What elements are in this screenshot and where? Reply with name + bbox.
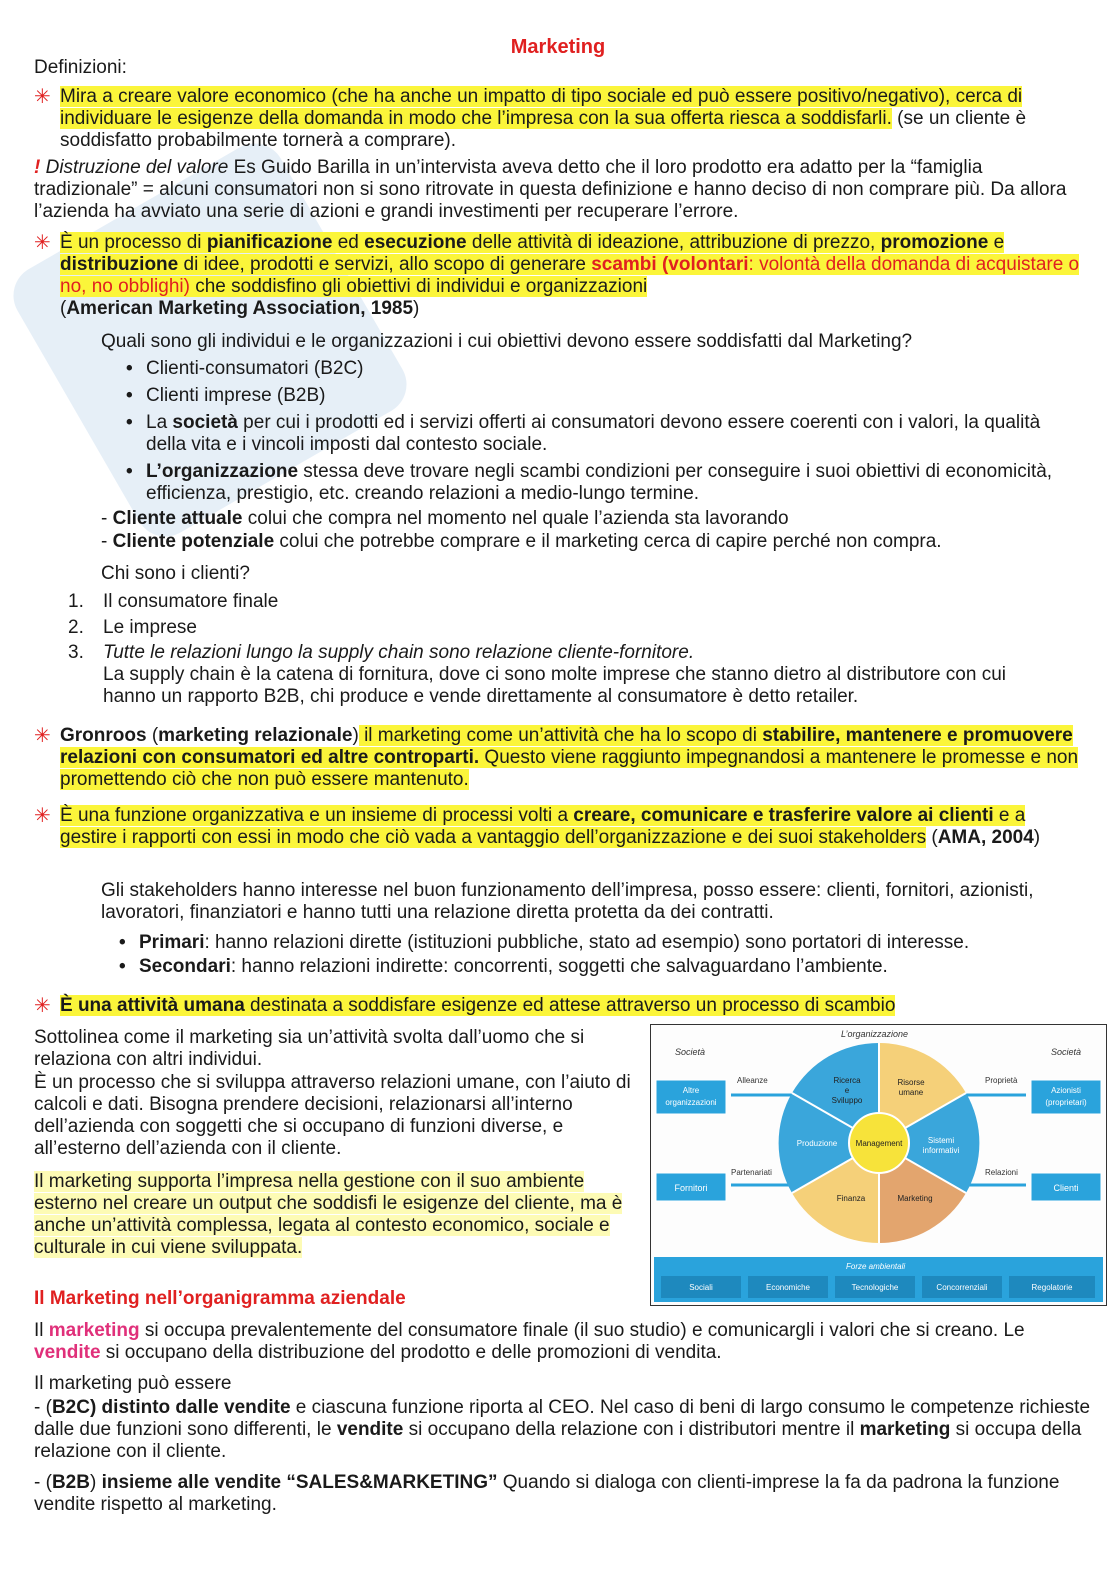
svg-text:Forze ambientali: Forze ambientali [846,1262,906,1271]
svg-text:(proprietari): (proprietari) [1045,1098,1087,1107]
svg-text:organizzazioni: organizzazioni [665,1098,717,1107]
svg-text:Management: Management [855,1139,903,1148]
list-item: • Primari: hanno relazioni dirette (istituzioni pubbliche, stato ad esempio) sono portatori di interesse. [139,932,1099,954]
svg-text:Ricerca: Ricerca [833,1076,861,1085]
svg-text:Economiche: Economiche [765,1283,811,1292]
svg-text:Società: Società [675,1047,706,1057]
cliente-attuale: - Cliente attuale colui che compra nel momento nel quale l’azienda sta lavorando [101,508,789,529]
list-item: • Clienti imprese (B2B) [146,385,1076,407]
svg-text:Alleanze: Alleanze [737,1076,768,1085]
svg-text:Marketing: Marketing [897,1194,933,1203]
list-item: Il consumatore finale [103,591,279,612]
star-bullet-icon: ✳ [34,805,51,827]
marketing-vendite-paragraph: Il marketing si occupa prevalentemente del consumatore finale (il suo studio) e comunicargli i valori che si creano. Le vendite si occupano della distribuzione del prodotto e delle promozioni di vendita. [34,1320,1025,1363]
svg-text:Partenariati: Partenariati [731,1168,772,1177]
b2b-paragraph: - (B2B) insieme alle vendite “SALES&MARKETING” Quando si dialoga con clienti-imprese la fa da padrona la funzione vendite rispetto al marketing. [34,1472,1060,1515]
organization-diagram-svg [651,1025,1106,1305]
svg-text:Sistemi: Sistemi [927,1136,955,1145]
stakeholders-text: Gli stakeholders hanno interesse nel buon funzionamento dell’impresa, posso essere: clienti, fornitori, azionisti, lavoratori, finanziatori e hanno tutti una relazione diretta protetta da dei contratti. [101,880,1034,923]
svg-text:informativi: informativi [922,1146,960,1155]
svg-text:Finanza: Finanza [836,1194,866,1203]
definition-2: È un processo di pianificazione ed esecuzione delle attività di ideazione, attribuzione di prezzo, promozione e distribuzione di idee, prodotti e servizi, allo scopo di generare scambi (volontari: volontà della domanda di acquistare o no, no obblighi) che soddisfino gli obiettivi di individui e organizzazioni (American Marketing Association, 1985) [60,232,1080,319]
sottolinea-text: Sottolinea come il marketing sia un’attività svolta dall’uomo che si relaziona con altri individui. [34,1027,585,1070]
organization-diagram [650,1024,1107,1306]
list-item: • La società per cui i prodotti ed i servizi offerti ai consumatori devono essere coerenti con i valori, la qualità della vita e i vincoli imposti dal contesto sociale. [146,412,1076,456]
star-bullet-icon: ✳ [34,86,51,108]
star-bullet-icon: ✳ [34,995,51,1017]
svg-text:Azionisti: Azionisti [1051,1086,1081,1095]
section-heading: Il Marketing nell’organigramma aziendale [34,1288,406,1309]
supporta-text: Il marketing supporta l’impresa nella gestione con il suo ambiente esterno nel creare un output che soddisfi le esigenze del cliente, ma è anche un’attività complessa, legata al contesto economico, sociale e culturale in cui viene sviluppata. [34,1171,623,1258]
quali-question: Quali sono gli individui e le organizzazioni i cui obiettivi devono essere soddisfatti dal Marketing? [101,331,913,352]
svg-text:Proprietà: Proprietà [985,1076,1018,1085]
b2c-paragraph: - (B2C) distinto dalle vendite e ciascuna funzione riporta al CEO. Nel caso di beni di largo consumo le competenze richieste dalle due funzioni sono differenti, le vendite si occupano della relazione con i distributori mentre il marketing si occupa della relazione con il cliente. [34,1397,1091,1462]
page-title: Marketing [510,36,606,58]
svg-text:Fornitori: Fornitori [674,1183,708,1193]
svg-text:Società: Società [1051,1047,1082,1057]
definizioni-label: Definizioni: [34,57,127,78]
svg-text:Altre: Altre [682,1086,700,1095]
processo-text: È un processo che si sviluppa attraverso relazioni umane, con l’aiuto di calcoli e dati. Bisogna prendere decisioni, relazionarsi all’interno dell’azienda con soggetti che si occupano di funzioni diverse, e all’esterno dell’azienda con il cliente. [34,1072,631,1159]
list-item: • L’organizzazione stessa deve trovare negli scambi condizioni per conseguire i suoi obiettivi di economicità, efficienza, prestigio, etc. creando relazioni a medio-lungo termine. [146,461,1076,505]
list-item: Tutte le relazioni lungo la supply chain sono relazione cliente-fornitore. La supply chain è la catena di fornitura, dove ci sono molte imprese che stanno dietro al distributore con cui hanno un rapporto B2B, chi produce e vende direttamente al consumatore è detto retailer. [103,642,1007,707]
svg-text:e: e [844,1086,850,1095]
definition-3: È una funzione organizzativa e un insieme di processi volti a creare, comunicare e trasferire valore ai clienti e a gestire i rapporti con essi in modo che ciò vada a vantaggio dell’organizzazione e dei suoi stakeholders (AMA, 2004) [60,805,1041,848]
stakeholders-list [139,932,1099,978]
cliente-potenziale: - Cliente potenziale colui che potrebbe comprare e il marketing cerca di capire perché non compra. [101,531,942,552]
svg-text:Concorrenziali: Concorrenziali [936,1283,988,1292]
org-label: L’organizzazione [841,1029,909,1039]
definition-1: Mira a creare valore economico (che ha anche un impatto di tipo sociale ed può essere positivo/negativo), cerca di individuare le esigenze della domanda in modo che l’impresa con la sua offerta riesca a soddisfarli. (se un cliente è soddisfatto probabilmente tornerà a comprare). [60,86,1027,151]
svg-text:Tecnologiche: Tecnologiche [851,1283,899,1292]
list-item: • Secondari: hanno relazioni indirette: concorrenti, soggetti che salvaguardano l’ambiente. [139,956,1099,978]
star-bullet-icon: ✳ [34,725,51,747]
svg-text:Produzione: Produzione [796,1139,838,1148]
definition-4: È una attività umana destinata a soddisfare esigenze ed attese attraverso un processo di scambio [60,995,896,1016]
svg-text:Relazioni: Relazioni [985,1168,1018,1177]
list-item: Le imprese [103,617,197,638]
distruzione-valore: ! Distruzione del valore Es Guido Barilla in un’intervista aveva detto che il loro prodotto era adatto per la “famiglia tradizionale” = alcuni consumatori non si sono ritrovate in questa definizione e hanno deciso di non comprare più. Da allora l’azienda ha avviato una serie di azioni e grandi investimenti per recuperare l’errore. [34,157,1067,222]
svg-text:Sociali: Sociali [689,1283,713,1292]
puo-essere-text: Il marketing può essere [34,1373,232,1394]
svg-text:umane: umane [898,1088,924,1097]
quali-list [146,358,1076,505]
list-item: • Clienti-consumatori (B2C) [146,358,1076,380]
star-bullet-icon: ✳ [34,232,51,254]
chi-sono-question: Chi sono i clienti? [101,563,250,584]
gronroos-definition: Gronroos (marketing relazionale) il marketing come un’attività che ha lo scopo di stabilire, mantenere e promuovere relazioni con consumatori ed altre controparti. Questo viene raggiunto impegnandosi a mantenere le promesse e non promettendo ciò che non può essere mantenuto. [60,725,1079,790]
svg-text:Sviluppo: Sviluppo [831,1096,863,1105]
svg-text:Risorse: Risorse [897,1078,925,1087]
svg-text:Clienti: Clienti [1053,1183,1079,1193]
svg-text:Regolatorie: Regolatorie [1031,1283,1073,1292]
